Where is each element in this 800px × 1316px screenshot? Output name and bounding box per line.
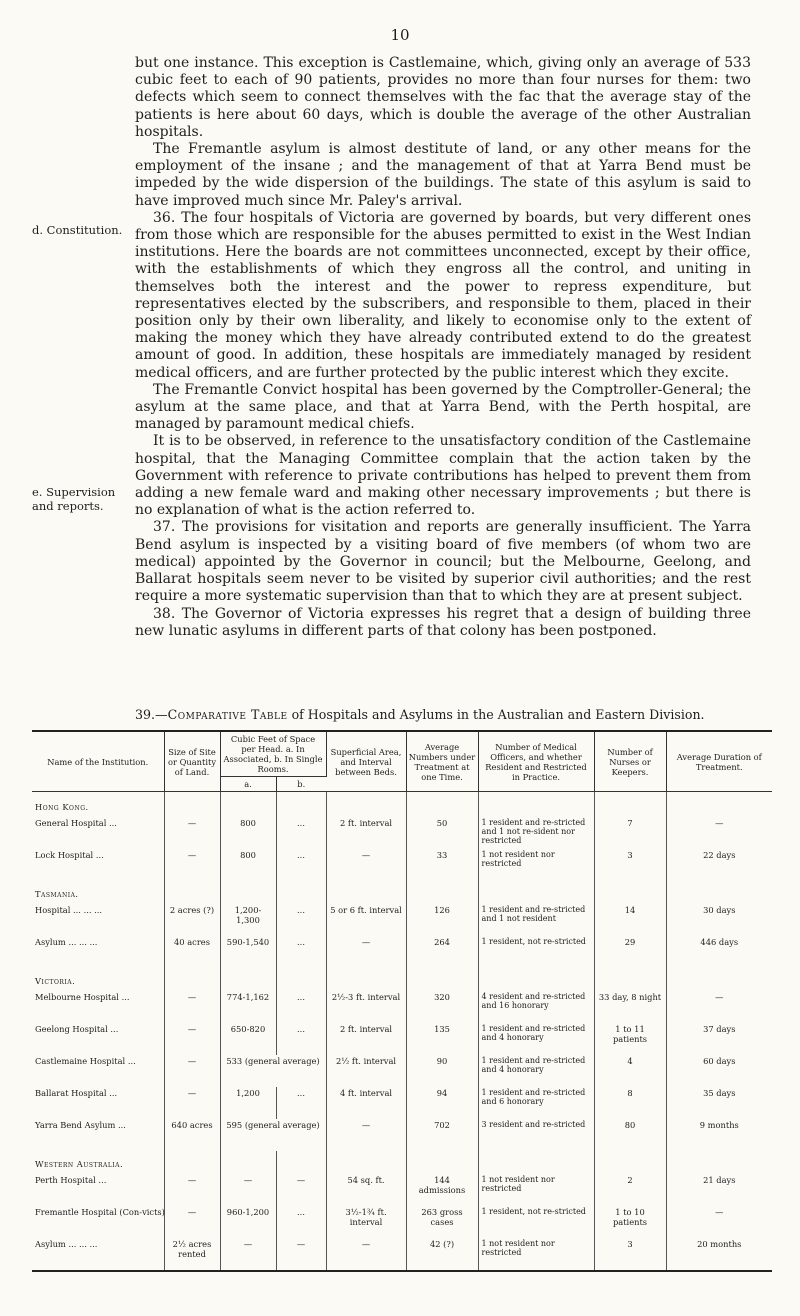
empty-cell	[276, 881, 326, 904]
cell-dur: 60 days	[703, 1056, 736, 1066]
header-name: Name of the Institution.	[32, 731, 164, 792]
cell-a: 800	[220, 849, 276, 881]
table-title-rest: of Hospitals and Asylums in the Australian and Eastern Division.	[287, 707, 705, 722]
cell-nurses: 1 to 11 patients	[594, 1023, 666, 1055]
cell-avg: 90	[406, 1055, 478, 1087]
cell-dur: 21 days	[703, 1175, 736, 1185]
table-row	[32, 1174, 772, 1206]
cell-med: 1 resident, not re-stricted	[478, 1206, 594, 1238]
cell-a: 960-1,200	[220, 1206, 276, 1238]
cell-site: 2½ acres rented	[164, 1238, 220, 1271]
cell-b: ...	[276, 1023, 326, 1055]
empty-cell	[478, 792, 594, 818]
cell-med: 1 not resident nor restricted	[478, 1174, 594, 1206]
empty-cell	[326, 1151, 406, 1174]
comparative-table	[32, 730, 772, 1272]
cell-site: 40 acres	[164, 936, 220, 968]
cell-dur: —	[715, 1207, 724, 1217]
cell-sup: 54 sq. ft.	[326, 1174, 406, 1206]
cell-sup: —	[326, 1119, 406, 1151]
empty-cell	[594, 881, 666, 904]
table-title-caps: Comparative Table	[167, 707, 288, 722]
empty-cell	[276, 1151, 326, 1174]
cell-a: 1,200-1,300	[220, 904, 276, 936]
empty-cell	[326, 968, 406, 991]
empty-cell	[164, 968, 220, 991]
cell-site: —	[164, 991, 220, 1023]
section-title: Western Australia.	[32, 1151, 164, 1174]
cell-nurses: 4	[594, 1055, 666, 1087]
cell-b: ...	[276, 1087, 326, 1119]
page-number: 10	[390, 26, 410, 44]
cell-name: Perth Hospital ...	[32, 1174, 164, 1206]
cell-name: Castlemaine Hospital ...	[32, 1055, 164, 1087]
cell-name: Ballarat Hospital ...	[32, 1087, 164, 1119]
empty-cell	[478, 968, 594, 991]
cell-sup: 5 or 6 ft. interval	[326, 904, 406, 936]
cell-avg: 144 admissions	[406, 1174, 478, 1206]
section-row	[32, 1151, 772, 1174]
cell-avg: 264	[406, 936, 478, 968]
empty-cell	[666, 881, 772, 904]
paragraph: but one instance. This exception is Castlemaine, which, giving only an average of 533 cubic feet to each of 90 patients, provides no more than four nurses for them: two defects which seem to connect themselves with the fac that the average stay of the patients is here about 60 days, which is double the average of the other Australian hospitals.	[135, 55, 751, 140]
cell-sup: —	[326, 1238, 406, 1271]
cell-dur: 35 days	[703, 1088, 736, 1098]
empty-cell	[666, 968, 772, 991]
header-duration: Average Duration of Treatment.	[666, 731, 772, 792]
cell-dur: 20 months	[697, 1239, 742, 1249]
empty-cell	[666, 792, 772, 818]
cell-dur: 9 months	[699, 1120, 739, 1130]
empty-cell	[220, 792, 276, 818]
cell-nurses: 1 to 10 patients	[594, 1206, 666, 1238]
header-superficial: Superficial Area, and Interval between Beds.	[326, 731, 406, 792]
cell-med: 3 resident and re-stricted	[478, 1119, 594, 1151]
empty-cell	[276, 968, 326, 991]
section-row	[32, 792, 772, 818]
table-row	[32, 1238, 772, 1271]
cell-sup: 4 ft. interval	[326, 1087, 406, 1119]
cell-site: —	[164, 849, 220, 881]
cell-dur: 37 days	[703, 1024, 736, 1034]
table-row	[32, 991, 772, 1023]
cell-site: 2 acres (?)	[164, 904, 220, 936]
table-row	[32, 1087, 772, 1119]
section-row	[32, 968, 772, 991]
paragraph: 38. The Governor of Victoria expresses his regret that a design of building three new lunatic asylums in different parts of that colony has been postponed.	[135, 605, 751, 639]
table-row	[32, 1055, 772, 1087]
section-title: Victoria.	[32, 968, 164, 991]
cell-b: —	[276, 1238, 326, 1271]
table-row	[32, 1206, 772, 1238]
cell-a: —	[220, 1174, 276, 1206]
cell-nurses: 3	[594, 849, 666, 881]
cell-name: Melbourne Hospital ...	[32, 991, 164, 1023]
cell-med: 1 resident and re-stricted and 4 honorary	[478, 1055, 594, 1087]
empty-cell	[276, 792, 326, 818]
paragraph: It is to be observed, in reference to the unsatisfactory condition of the Castlemaine hospital, that the Managing Committee complain that the action taken by the Government with reference to private contributions has helped to prevent them from adding a new female ward and making other necessary improvements ; but there is no explanation of what is the action referred to.	[135, 433, 751, 519]
header-site: Size of Site or Quantity of Land.	[164, 731, 220, 792]
cell-name: Asylum ... ... ...	[32, 936, 164, 968]
cell-med: 1 not resident nor restricted	[478, 849, 594, 881]
cell-nurses: 2	[594, 1174, 666, 1206]
cell-avg: 126	[406, 904, 478, 936]
cell-sup: —	[326, 849, 406, 881]
cell-avg: 50	[406, 817, 478, 849]
empty-cell	[478, 881, 594, 904]
cell-sup: 2½-3 ft. interval	[326, 991, 406, 1023]
cell-avg: 263 gross cases	[406, 1206, 478, 1238]
cell-avg: 320	[406, 991, 478, 1023]
cell-name: Hospital ... ... ...	[32, 904, 164, 936]
cell-sup: —	[326, 936, 406, 968]
empty-cell	[594, 1151, 666, 1174]
table-row	[32, 904, 772, 936]
header-cubic-a: a.	[220, 777, 276, 792]
cell-site: —	[164, 1087, 220, 1119]
cell-sup: 2½ ft. interval	[326, 1055, 406, 1087]
table-row	[32, 936, 772, 968]
empty-cell	[164, 881, 220, 904]
table-row	[32, 1119, 772, 1151]
cell-name: Yarra Bend Asylum ...	[32, 1119, 164, 1151]
cell-avg: 702	[406, 1119, 478, 1151]
empty-cell	[220, 1151, 276, 1174]
empty-cell	[478, 1151, 594, 1174]
cell-med: 1 resident and re-stricted and 1 not re-sident nor restricted	[478, 817, 594, 849]
cell-med: 1 resident and re-stricted and 1 not resident	[478, 904, 594, 936]
empty-cell	[594, 792, 666, 818]
header-nurses: Number of Nurses or Keepers.	[594, 731, 666, 792]
cell-b: ...	[276, 817, 326, 849]
cell-avg: 42 (?)	[406, 1238, 478, 1271]
cell-nurses: 3	[594, 1238, 666, 1271]
empty-cell	[406, 1151, 478, 1174]
cell-name: Geelong Hospital ...	[32, 1023, 164, 1055]
paragraph: 36. The four hospitals of Victoria are governed by boards, but very different ones from those which are responsible for the abuses permitted to exist in the West Indian institutions. Here the boards are not committees unconnected, except by their office, with the establishments of which they engross all the control, and uniting in themselves both the interest and the power to repress expenditure, but representatives elected by the subscribers, and responsible to them, placed in their position only by their own liberality, and likely to economise only to the extent of making the money which they have already contributed extend to do the greatest amount of good. In addition, these hospitals are immediately managed by resident medical officers, and are further protected by the public interest which they excite.	[135, 209, 751, 381]
cell-a: 650-820	[220, 1023, 276, 1055]
paragraph: The Fremantle asylum is almost destitute of land, or any other means for the employment of the insane ; and the management of that at Yarra Bend must be impeded by the wide dispersion of the buildings. The state of this asylum is said to have improved much since Mr. Paley's arrival.	[135, 141, 751, 209]
cell-med: 1 resident and re-stricted and 4 honorary	[478, 1023, 594, 1055]
cell-a: 533 (general average)	[220, 1055, 326, 1087]
cell-name: Asylum ... ... ...	[32, 1238, 164, 1271]
cell-med: 1 resident and re-stricted and 6 honorary	[478, 1087, 594, 1119]
table-body	[32, 792, 772, 1272]
paragraph: 37. The provisions for visitation and reports are generally insufficient. The Yarra Bend asylum is inspected by a visiting board of five members (of whom two are medical) appointed by the Governor in council; but the Melbourne, Geelong, and Ballarat hospitals seem never to be visited by superior civil authorities; and the rest require a more systematic supervision than that to which they are at present subject.	[135, 519, 751, 605]
cell-site: 640 acres	[164, 1119, 220, 1151]
cell-avg: 135	[406, 1023, 478, 1055]
cell-site: —	[164, 817, 220, 849]
cell-b: ...	[276, 1206, 326, 1238]
header-cubic: Cubic Feet of Space per Head. a. In Associated, b. In Single Rooms.	[220, 731, 326, 777]
header-cubic-b: b.	[276, 777, 326, 792]
cell-dur: 30 days	[703, 905, 736, 915]
cell-b: ...	[276, 936, 326, 968]
cell-nurses: 29	[594, 936, 666, 968]
cell-a: 774-1,162	[220, 991, 276, 1023]
cell-a: 800	[220, 817, 276, 849]
section-title: Hong Kong.	[32, 792, 164, 818]
cell-site: —	[164, 1055, 220, 1087]
cell-nurses: 80	[594, 1119, 666, 1151]
cell-dur: —	[715, 818, 724, 828]
cell-avg: 94	[406, 1087, 478, 1119]
empty-cell	[220, 881, 276, 904]
cell-a: 590-1,540	[220, 936, 276, 968]
table-row	[32, 817, 772, 849]
body-text	[135, 55, 751, 640]
cell-b: —	[276, 1174, 326, 1206]
empty-cell	[164, 1151, 220, 1174]
empty-cell	[666, 1151, 772, 1174]
cell-name: Lock Hospital ...	[32, 849, 164, 881]
cell-dur: 446 days	[700, 937, 739, 947]
cell-b: ...	[276, 904, 326, 936]
empty-cell	[326, 792, 406, 818]
header-average: Average Numbers under Treatment at one Time.	[406, 731, 478, 792]
paragraph: The Fremantle Convict hospital has been governed by the Comptroller-General; the asylum at the same place, and that at Yarra Bend, with the Perth hospital, are managed by paramount medical chiefs.	[135, 381, 751, 433]
empty-cell	[406, 881, 478, 904]
cell-site: —	[164, 1206, 220, 1238]
cell-name: General Hospital ...	[32, 817, 164, 849]
cell-name: Fremantle Hospital (Con-victs)	[32, 1206, 164, 1238]
cell-med: 4 resident and re-stricted and 16 honorary	[478, 991, 594, 1023]
cell-sup: 2 ft. interval	[326, 817, 406, 849]
cell-site: —	[164, 1023, 220, 1055]
cell-site: —	[164, 1174, 220, 1206]
empty-cell	[406, 968, 478, 991]
table-row	[32, 1023, 772, 1055]
cell-nurses: 7	[594, 817, 666, 849]
empty-cell	[406, 792, 478, 818]
cell-b: ...	[276, 991, 326, 1023]
table-title	[135, 707, 775, 722]
cell-avg: 33	[406, 849, 478, 881]
cell-nurses: 33 day, 8 night	[594, 991, 666, 1023]
cell-sup: 3½-1¾ ft. interval	[326, 1206, 406, 1238]
cell-dur: —	[715, 992, 724, 1002]
cell-sup: 2 ft. interval	[326, 1023, 406, 1055]
empty-cell	[594, 968, 666, 991]
cell-a: —	[220, 1238, 276, 1271]
cell-nurses: 14	[594, 904, 666, 936]
empty-cell	[220, 968, 276, 991]
cell-b: ...	[276, 849, 326, 881]
empty-cell	[326, 881, 406, 904]
empty-cell	[164, 792, 220, 818]
side-note-constitution: d. Constitution.	[32, 223, 123, 237]
table-title-prefix: 39.—	[135, 707, 168, 722]
side-note-supervision: e. Supervision and reports.	[32, 485, 116, 513]
cell-med: 1 not resident nor restricted	[478, 1238, 594, 1271]
cell-nurses: 8	[594, 1087, 666, 1119]
table-row	[32, 849, 772, 881]
cell-dur: 22 days	[703, 850, 736, 860]
section-title: Tasmania.	[32, 881, 164, 904]
section-row	[32, 881, 772, 904]
header-medical: Number of Medical Officers, and whether Resident and Restricted in Practice.	[478, 731, 594, 792]
cell-med: 1 resident, not re-stricted	[478, 936, 594, 968]
cell-a: 595 (general average)	[220, 1119, 326, 1151]
cell-a: 1,200	[220, 1087, 276, 1119]
